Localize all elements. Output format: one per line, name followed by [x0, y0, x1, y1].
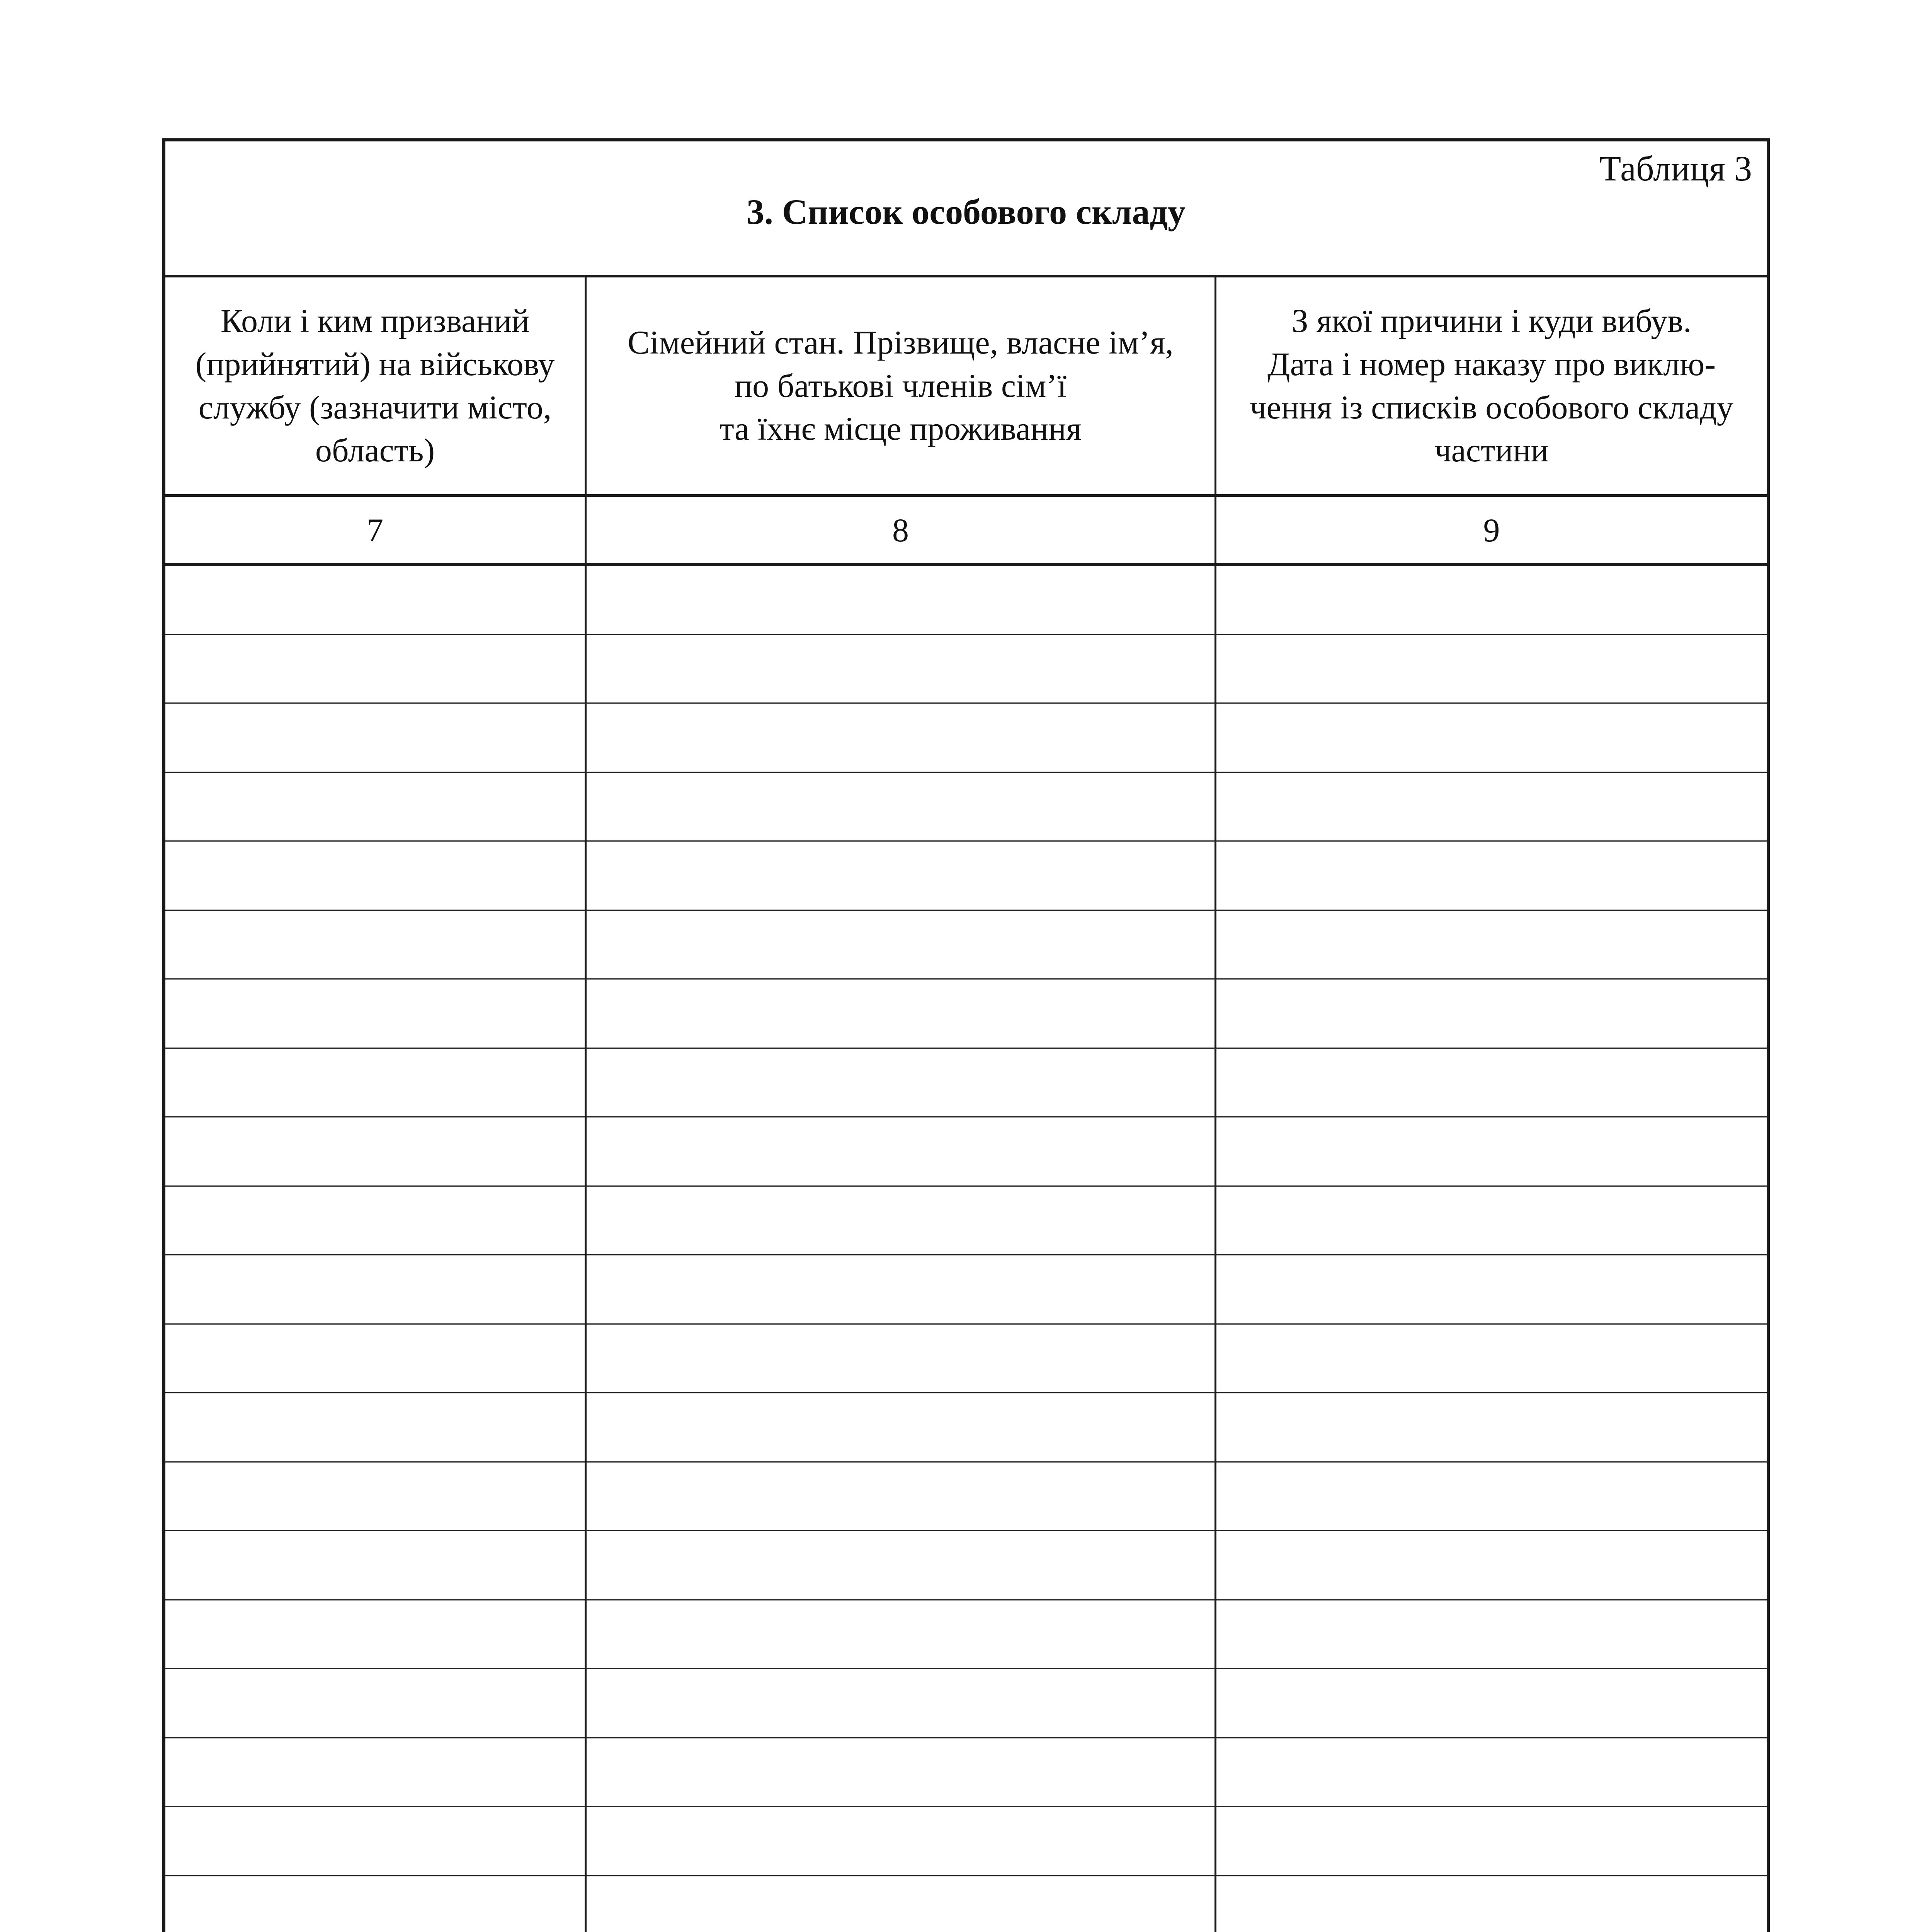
table-row [165, 1876, 1767, 1932]
table-cell[interactable] [165, 1393, 587, 1463]
table-cell[interactable] [165, 1531, 587, 1600]
table-cell[interactable] [165, 911, 587, 980]
table-cell[interactable] [587, 773, 1216, 842]
table-row [165, 773, 1767, 842]
table-row [165, 1325, 1767, 1394]
table-cell[interactable] [165, 773, 587, 842]
table-cell[interactable] [165, 1738, 587, 1808]
section-title: 3. Список особового складу [746, 192, 1186, 231]
table-cell[interactable] [587, 704, 1216, 773]
table-row [165, 842, 1767, 911]
table-cell[interactable] [165, 1669, 587, 1738]
personnel-table [165, 277, 1767, 1932]
table-row [165, 1049, 1767, 1118]
table-cell[interactable] [1216, 1463, 1767, 1532]
table-row [165, 1463, 1767, 1532]
table-cell[interactable] [587, 1531, 1216, 1600]
table-cell[interactable] [587, 1738, 1216, 1808]
table-cell[interactable] [1216, 773, 1767, 842]
table-cell[interactable] [165, 1807, 587, 1876]
table-cell[interactable] [165, 1325, 587, 1394]
table-number-label: Таблиця 3 [1599, 149, 1752, 188]
table-cell[interactable] [165, 1255, 587, 1325]
table-row [165, 566, 1767, 635]
table-cell[interactable] [1216, 1049, 1767, 1118]
table-row [165, 1393, 1767, 1463]
header-called-up: Коли і ким призваний (прийнятий) на військову службу (зазначити місто, область) [165, 277, 587, 497]
table-row [165, 1807, 1767, 1876]
table-cell[interactable] [1216, 1187, 1767, 1256]
table-row [165, 911, 1767, 980]
personnel-list-form [162, 138, 1770, 1932]
table-cell[interactable] [1216, 1531, 1767, 1600]
table-cell[interactable] [587, 635, 1216, 704]
column-number: 8 [587, 497, 1216, 566]
table-cell[interactable] [587, 980, 1216, 1049]
table-row [165, 1669, 1767, 1738]
table-cell[interactable] [587, 1049, 1216, 1118]
table-cell[interactable] [587, 1255, 1216, 1325]
table-cell[interactable] [165, 1049, 587, 1118]
table-cell[interactable] [165, 566, 587, 635]
table-cell[interactable] [587, 1669, 1216, 1738]
table-cell[interactable] [587, 1393, 1216, 1463]
table-cell[interactable] [1216, 1255, 1767, 1325]
table-cell[interactable] [1216, 1325, 1767, 1394]
table-cell[interactable] [1216, 1738, 1767, 1808]
table-cell[interactable] [165, 635, 587, 704]
table-row [165, 635, 1767, 704]
table-cell[interactable] [587, 1463, 1216, 1532]
table-cell[interactable] [165, 842, 587, 911]
table-row [165, 704, 1767, 773]
table-row [165, 980, 1767, 1049]
title-block [165, 141, 1767, 277]
table-cell[interactable] [587, 1600, 1216, 1670]
table-cell[interactable] [165, 704, 587, 773]
table-cell[interactable] [1216, 1393, 1767, 1463]
table-cell[interactable] [1216, 635, 1767, 704]
table-row [165, 1117, 1767, 1187]
table-cell[interactable] [1216, 1876, 1767, 1932]
table-row [165, 1255, 1767, 1325]
table-cell[interactable] [587, 566, 1216, 635]
table-cell[interactable] [1216, 566, 1767, 635]
table-cell[interactable] [165, 1117, 587, 1187]
table-cell[interactable] [587, 842, 1216, 911]
table-header-row [165, 277, 1767, 497]
header-family-status: Сімейний стан. Прізвище, власне ім’я, по батькові членів сім’ї та їхнє місце проживання [587, 277, 1216, 497]
table-cell[interactable] [587, 1876, 1216, 1932]
table-cell[interactable] [1216, 1600, 1767, 1670]
table-cell[interactable] [1216, 1117, 1767, 1187]
header-departure-reason: З якої причини і куди вибув. Дата і номер наказу про виклю- чення із списків особового складу частини [1216, 277, 1767, 497]
column-number-row [165, 497, 1767, 566]
table-row [165, 1187, 1767, 1256]
table-cell[interactable] [165, 1600, 587, 1670]
table-cell[interactable] [1216, 911, 1767, 980]
column-number: 9 [1216, 497, 1767, 566]
table-cell[interactable] [165, 1187, 587, 1256]
table-cell[interactable] [1216, 1669, 1767, 1738]
table-cell[interactable] [587, 1325, 1216, 1394]
table-cell[interactable] [587, 1807, 1216, 1876]
table-row [165, 1531, 1767, 1600]
table-cell[interactable] [587, 1117, 1216, 1187]
table-cell[interactable] [1216, 980, 1767, 1049]
table-cell[interactable] [1216, 1807, 1767, 1876]
table-cell[interactable] [165, 1463, 587, 1532]
table-cell[interactable] [165, 1876, 587, 1932]
table-row [165, 1600, 1767, 1670]
table-cell[interactable] [587, 1187, 1216, 1256]
table-cell[interactable] [165, 980, 587, 1049]
table-cell[interactable] [587, 911, 1216, 980]
table-cell[interactable] [1216, 704, 1767, 773]
column-number: 7 [165, 497, 587, 566]
table-cell[interactable] [1216, 842, 1767, 911]
table-row [165, 1738, 1767, 1808]
